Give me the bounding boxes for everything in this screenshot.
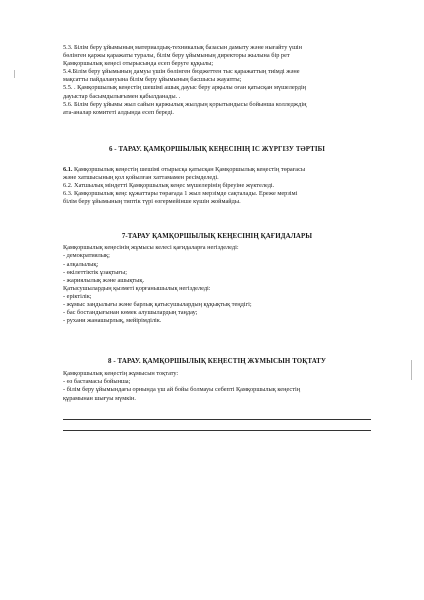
participant-principle-item: - рухани жанашырлық, мейірімділік.: [63, 317, 162, 325]
principle-item: - алқалылық;: [63, 260, 99, 268]
section-6-items: [63, 166, 371, 206]
paragraph-6-1-number: 6.1.: [63, 165, 73, 173]
section-8-items: [63, 370, 371, 402]
participant-principle-item: - еріктілік;: [63, 292, 92, 300]
participant-principle-item: - жұмыс заңдылығы және барлық қатысушылардың құқықтық теңдігі;: [63, 300, 252, 308]
principle-item: - демократиялық;: [63, 252, 110, 260]
paragraph-5-3-line-3: Қамқоршылық кеңесі отырысында есеп беруге құқылы;: [63, 60, 214, 68]
principle-item: - өкілеттіктік ұзақтығы;: [63, 268, 127, 276]
paragraph-5-3-line-1: 5.3. Білім беру ұйымының материалдық-техникалық базасын дамыту және нығайту үшін: [63, 44, 303, 51]
termination-item-2-line-2: құрамынан шығуы мүмкін.: [63, 394, 136, 402]
section-7-intro: Қамқоршылық кеңесінің жұмысы келесі қағидаларға негізделеді:: [63, 244, 239, 252]
section-6-title: 6 - ТАРАУ. ҚАМҚОРШЫЛЫҚ КЕҢЕСІНІҢ ІС ЖҮРГІЗУ ТӘРТІБІ: [108, 145, 326, 153]
paragraph-6-1-line-2: және хатшысының қол қойылған хаттамамен ресімделеді.: [63, 173, 219, 181]
section-7-title: 7-ТАРАУ ҚАМҚОРШЫЛЫҚ КЕҢЕСІНІҢ ҚАҒИДАЛАРЫ: [121, 233, 313, 241]
paragraph-6-2: 6.2. Хатшылық міндетті Қамқоршылық кеңес мүшелерінің біреуіне жүктеледі.: [63, 182, 275, 190]
signature-line: [63, 430, 371, 431]
scan-margin-mark-bottom: [411, 360, 412, 380]
paragraph-5-6-line-2: ата-аналар комитеті алдында есеп береді.: [63, 108, 175, 116]
paragraph-6-1-line-1: [63, 166, 371, 174]
paragraph-5-6-line-1: 5.6. Білім беру ұйымы жыл сайын қаржылық жылдың қорытындысы бойынша колледждің: [63, 100, 307, 108]
paragraph-5-4-line-2: мақсатты пайдалануына білім беру ұйымының басшысы жауапты;: [63, 76, 242, 84]
termination-item-2-line-1: - білім беру ұйымындағы орнында үш ай бойы болмауы себепті Қамқоршылық кеңестің: [63, 386, 301, 394]
section-5-items: [63, 44, 371, 117]
termination-item-1: - өз бастамасы бойынша;: [63, 378, 131, 386]
principle-item: - жариялылық және ашықтық.: [63, 276, 145, 284]
paragraph-5-5-line-2: дауыстар басымдылығымен қабылданады. .: [63, 92, 181, 100]
section-7-items: [63, 244, 371, 325]
scan-margin-mark-top: [14, 70, 15, 78]
section-7-intro-2: Қатысушылардың қызметі қорғанышылық негізделеді:: [63, 284, 211, 292]
participant-principle-item: - бас бостандығынан көмек алушылардың таңдау;: [63, 309, 198, 317]
paragraph-5-3-line-2: бөлінген қаржы қаражаты туралы, білім беру ұйымының директоры жылына бір рет: [63, 52, 290, 60]
section-8-title: 8 - ТАРАУ. ҚАМҚОРШЫЛЫҚ КЕҢЕСТІҢ ЖҰМЫСЫН ТОҚТАТУ: [107, 358, 327, 366]
paragraph-6-3-line-1: 6.3. Қамқоршылық кеңс құжаттары төрағада 1 жыл мерзімде сақталады. Ереже мерзімі: [63, 190, 298, 198]
paragraph-6-3-line-2: білім беру ұйымының типтік түрі өзгермейінше күшін жоймайды.: [63, 198, 241, 206]
paragraph-5-4-line-1: 5.4.Білім беру ұйымының дамуы үшін бөлінген бюджеттен тыс қаражаттың тиімді және: [63, 68, 300, 76]
paragraph-5-5-line-1: 5.5. . Қамқоршылық кеңестің шешімі ашық дауыс беру арқылы оған қатысқан мүшелердің: [63, 84, 307, 92]
section-8-intro: Қамқоршылық кеңестің жұмысын тоқтату:: [63, 370, 179, 378]
paragraph-6-1-text: Қамқоршылық кеңестің шешімі отырысқа қатысқан Қамқоршылық кеңестің төрағасы: [72, 165, 306, 173]
signature-line: [63, 419, 371, 420]
document-body: [63, 44, 371, 431]
